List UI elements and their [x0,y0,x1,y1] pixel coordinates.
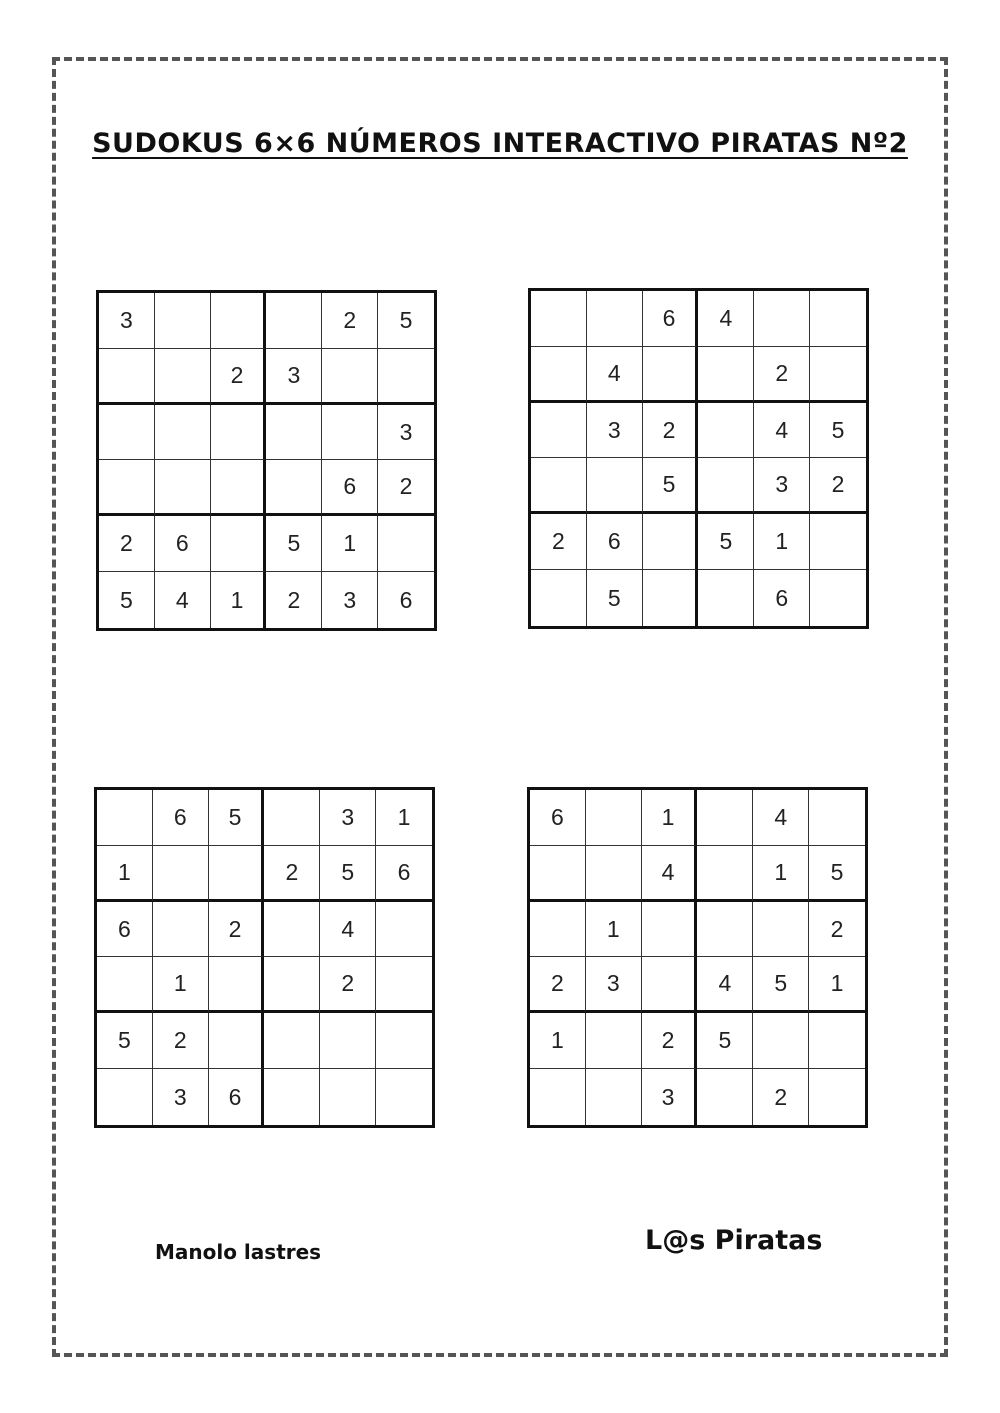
sudoku-cell[interactable] [698,403,754,459]
sudoku-cell: 5 [643,458,699,514]
author-name: Manolo lastres [155,1240,322,1264]
page-title: SUDOKUS 6×6 NÚMEROS INTERACTIVO PIRATAS Nº2 [92,128,908,159]
sudoku-cell: 6 [97,902,153,958]
sudoku-cell[interactable] [643,514,699,570]
sudoku-cell[interactable] [97,957,153,1013]
sudoku-cell: 6 [153,790,209,846]
sudoku-cell: 5 [587,570,643,626]
sudoku-cell: 2 [153,1013,209,1069]
sudoku-cell: 3 [754,458,810,514]
sudoku-cell: 2 [642,1013,698,1069]
sudoku-grid-1 [96,290,437,631]
sudoku-cell[interactable] [153,846,209,902]
sudoku-cell: 1 [642,790,698,846]
sudoku-cell[interactable] [266,293,322,349]
sudoku-cell[interactable] [322,405,378,461]
sudoku-cell: 1 [322,516,378,572]
sudoku-cell[interactable] [587,291,643,347]
sudoku-cell: 6 [322,460,378,516]
sudoku-cell: 1 [753,846,809,902]
sudoku-cell: 1 [97,846,153,902]
sudoku-cell[interactable] [211,460,267,516]
sudoku-cell[interactable] [320,1013,376,1069]
sudoku-cell: 6 [530,790,586,846]
sudoku-cell: 2 [320,957,376,1013]
sudoku-cell[interactable] [697,846,753,902]
sudoku-cell[interactable] [753,1013,809,1069]
sudoku-cell: 5 [209,790,265,846]
sudoku-cell[interactable] [643,570,699,626]
sudoku-cell: 5 [266,516,322,572]
sudoku-cell: 5 [97,1013,153,1069]
sudoku-cell: 3 [322,572,378,628]
sudoku-cell[interactable] [211,405,267,461]
sudoku-cell: 2 [810,458,866,514]
sudoku-cell: 5 [698,514,754,570]
sudoku-cell[interactable] [810,347,866,403]
sudoku-cell: 2 [264,846,320,902]
sudoku-cell[interactable] [97,1069,153,1125]
sudoku-cell: 5 [753,957,809,1013]
sudoku-cell[interactable] [586,846,642,902]
sudoku-cell: 2 [643,403,699,459]
sudoku-cell[interactable] [754,291,810,347]
sudoku-cell: 4 [155,572,211,628]
sudoku-cell: 2 [754,347,810,403]
brand-label: L@s Piratas [645,1225,823,1256]
sudoku-cell[interactable] [531,458,587,514]
sudoku-cell[interactable] [531,403,587,459]
sudoku-cell[interactable] [809,1013,865,1069]
sudoku-cell[interactable] [264,1013,320,1069]
sudoku-cell[interactable] [264,902,320,958]
sudoku-cell[interactable] [211,516,267,572]
sudoku-cell: 1 [211,572,267,628]
sudoku-cell[interactable] [264,957,320,1013]
sudoku-cell: 3 [378,405,434,461]
sudoku-cell: 6 [376,846,432,902]
sudoku-cell: 4 [587,347,643,403]
sudoku-cell: 4 [754,403,810,459]
sudoku-cell[interactable] [698,458,754,514]
sudoku-cell[interactable] [753,902,809,958]
sudoku-cell[interactable] [698,347,754,403]
sudoku-cell[interactable] [810,291,866,347]
sudoku-cell: 2 [531,514,587,570]
sudoku-cell: 1 [153,957,209,1013]
sudoku-cell: 3 [320,790,376,846]
sudoku-cell[interactable] [531,570,587,626]
sudoku-cell[interactable] [586,1069,642,1125]
sudoku-cell[interactable] [209,957,265,1013]
sudoku-cell: 5 [378,293,434,349]
sudoku-cell: 3 [266,349,322,405]
sudoku-cell[interactable] [99,460,155,516]
sudoku-cell[interactable] [643,347,699,403]
sudoku-cell: 4 [642,846,698,902]
sudoku-cell: 6 [155,516,211,572]
sudoku-cell[interactable] [155,405,211,461]
sudoku-cell[interactable] [155,349,211,405]
sudoku-cell: 6 [587,514,643,570]
sudoku-cell: 4 [698,291,754,347]
sudoku-cell: 1 [754,514,810,570]
sudoku-cell[interactable] [99,405,155,461]
sudoku-cell[interactable] [586,1013,642,1069]
sudoku-cell[interactable] [264,790,320,846]
sudoku-cell[interactable] [376,957,432,1013]
sudoku-cell: 1 [586,902,642,958]
sudoku-cell[interactable] [698,570,754,626]
sudoku-cell[interactable] [378,349,434,405]
sudoku-cell: 6 [209,1069,265,1125]
sudoku-cell: 2 [211,349,267,405]
sudoku-cell: 2 [322,293,378,349]
sudoku-cell[interactable] [530,1069,586,1125]
sudoku-cell[interactable] [697,902,753,958]
sudoku-cell[interactable] [697,790,753,846]
sudoku-cell: 1 [809,957,865,1013]
sudoku-cell[interactable] [376,1013,432,1069]
sudoku-cell[interactable] [810,514,866,570]
sudoku-cell[interactable] [531,347,587,403]
sudoku-cell[interactable] [209,1013,265,1069]
sudoku-grid-4 [527,787,868,1128]
sudoku-cell: 3 [153,1069,209,1125]
sudoku-cell[interactable] [642,902,698,958]
sudoku-cell[interactable] [587,458,643,514]
sudoku-cell[interactable] [586,790,642,846]
sudoku-cell: 6 [399,586,413,613]
sudoku-cell: 4 [320,902,376,958]
sudoku-cell: 6 [754,570,810,626]
sudoku-cell[interactable] [99,349,155,405]
sudoku-cell: 4 [697,957,753,1013]
sudoku-cell[interactable] [209,846,265,902]
sudoku-cell: 4 [753,790,809,846]
sudoku-cell: 5 [320,846,376,902]
sudoku-cell[interactable] [376,902,432,958]
sudoku-cell: 2 [209,902,265,958]
page-border [52,57,948,1357]
sudoku-cell: 2 [99,516,155,572]
sudoku-cell[interactable] [697,1069,753,1125]
sudoku-cell[interactable] [809,790,865,846]
sudoku-cell: 2 [378,460,434,516]
sudoku-cell: 2 [530,957,586,1013]
sudoku-cell[interactable] [322,349,378,405]
sudoku-cell: 5 [697,1013,753,1069]
sudoku-cell[interactable] [809,1069,865,1125]
sudoku-cell: 1 [376,790,432,846]
sudoku-cell[interactable] [155,460,211,516]
sudoku-cell[interactable] [378,516,434,572]
sudoku-grid-2 [528,288,869,629]
sudoku-cell: 6 [643,291,699,347]
sudoku-cell[interactable] [376,1069,432,1125]
sudoku-cell[interactable] [531,291,587,347]
sudoku-cell[interactable] [153,902,209,958]
sudoku-cell[interactable] [530,846,586,902]
sudoku-cell[interactable] [320,1069,376,1125]
sudoku-cell[interactable] [266,460,322,516]
sudoku-cell: 2 [809,902,865,958]
sudoku-cell: 3 [586,957,642,1013]
sudoku-cell[interactable] [211,293,267,349]
sudoku-cell: 5 [809,846,865,902]
sudoku-cell: 1 [530,1013,586,1069]
sudoku-cell[interactable] [266,405,322,461]
sudoku-cell[interactable] [530,902,586,958]
sudoku-cell: 3 [99,293,155,349]
sudoku-cell[interactable] [642,957,698,1013]
sudoku-cell[interactable] [97,790,153,846]
sudoku-cell: 5 [810,403,866,459]
sudoku-grid-3 [94,787,435,1128]
sudoku-cell: 3 [587,403,643,459]
sudoku-cell: 2 [753,1069,809,1125]
sudoku-cell: 5 [99,572,155,628]
sudoku-cell: 2 [266,572,322,628]
sudoku-cell[interactable] [264,1069,320,1125]
sudoku-cell: 3 [642,1069,698,1125]
sudoku-cell[interactable] [155,293,211,349]
sudoku-cell[interactable] [810,570,866,626]
